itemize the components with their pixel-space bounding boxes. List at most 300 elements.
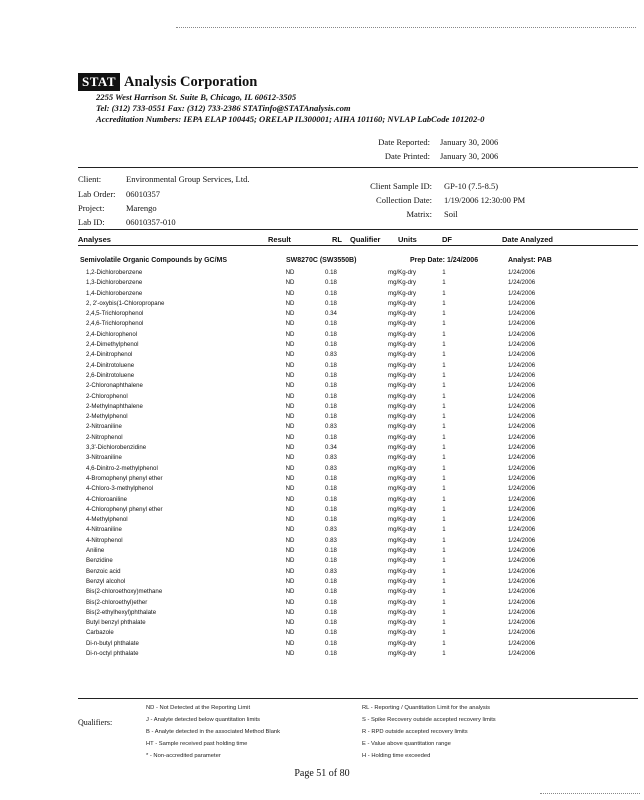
dilution-factor: 1	[442, 444, 446, 452]
result-value: ND	[285, 433, 295, 441]
units: mg/Kg-dry	[388, 598, 417, 606]
result-value: ND	[285, 279, 295, 287]
company-name: Analysis Corporation	[124, 73, 258, 90]
analyte-name: 4-Chlorophenyl phenyl ether	[86, 505, 163, 513]
units: mg/Kg-dry	[388, 310, 417, 318]
result-value: ND	[285, 289, 295, 297]
units: mg/Kg-dry	[388, 629, 417, 637]
dilution-factor: 1	[442, 423, 446, 431]
table-row	[0, 465, 644, 475]
dilution-factor: 1	[442, 577, 446, 585]
table-row	[0, 496, 644, 506]
units: mg/Kg-dry	[388, 474, 417, 482]
reporting-limit: 0.83	[325, 351, 337, 359]
result-value: ND	[285, 371, 295, 379]
col-header-units: Units	[398, 235, 417, 244]
date-analyzed: 1/24/2006	[508, 598, 536, 606]
reporting-limit: 0.83	[325, 526, 337, 534]
dilution-factor: 1	[442, 567, 446, 575]
units: mg/Kg-dry	[388, 351, 417, 359]
analyte-name: 2-Methylphenol	[86, 413, 128, 421]
table-row	[0, 557, 644, 567]
units: mg/Kg-dry	[388, 279, 417, 287]
col-header-analyses: Analyses	[78, 235, 111, 244]
analyte-name: 1,4-Dichlorobenzene	[86, 289, 143, 297]
table-row	[0, 475, 644, 485]
table-row	[0, 629, 644, 639]
analyte-name: 2,6-Dinitrotoluene	[86, 371, 135, 379]
result-value: ND	[285, 413, 295, 421]
analyte-name: 4,6-Dinitro-2-methylphenol	[86, 464, 158, 472]
letterhead	[78, 73, 257, 91]
table-row	[0, 547, 644, 557]
dilution-factor: 1	[442, 547, 446, 555]
dilution-factor: 1	[442, 505, 446, 513]
dilution-factor: 1	[442, 299, 446, 307]
dilution-factor: 1	[442, 639, 446, 647]
table-row	[0, 444, 644, 454]
reporting-limit: 0.18	[325, 269, 337, 276]
analyte-name: 3,3'-Dichlorobenzidine	[86, 444, 147, 452]
date-analyzed: 1/24/2006	[508, 269, 536, 276]
table-row	[0, 341, 644, 351]
result-value: ND	[285, 619, 295, 627]
result-value: ND	[285, 402, 295, 410]
analyte-name: Di-n-octyl phthalate	[86, 649, 139, 657]
date-analyzed: 1/24/2006	[508, 330, 536, 338]
units: mg/Kg-dry	[388, 371, 417, 379]
date-analyzed: 1/24/2006	[508, 310, 536, 318]
table-row	[0, 269, 644, 279]
table-row	[0, 300, 644, 310]
date-reported-label: Date Reported:	[378, 137, 430, 147]
table-row	[0, 588, 644, 598]
units: mg/Kg-dry	[388, 516, 417, 524]
units: mg/Kg-dry	[388, 433, 417, 441]
qualifier-note: RL - Reporting / Quantitation Limit for the analysis	[362, 705, 491, 711]
qualifier-note: ND - Not Detected at the Reporting Limit	[146, 705, 251, 711]
result-value: ND	[285, 299, 295, 307]
analyte-name: Carbazole	[86, 629, 114, 637]
date-analyzed: 1/24/2006	[508, 608, 536, 616]
qualifier-note: R - RPD outside accepted recovery limits	[362, 729, 468, 735]
reporting-limit: 0.18	[325, 577, 337, 585]
result-value: ND	[285, 505, 295, 513]
analyte-name: 3-Nitroaniline	[86, 454, 122, 462]
project-label: Project:	[78, 203, 105, 213]
date-analyzed: 1/24/2006	[508, 361, 536, 369]
reporting-limit: 0.18	[325, 516, 337, 524]
dilution-factor: 1	[442, 320, 446, 328]
result-value: ND	[285, 598, 295, 606]
units: mg/Kg-dry	[388, 567, 417, 575]
table-row	[0, 454, 644, 464]
analyte-name: Butyl benzyl phthalate	[86, 619, 146, 627]
result-value: ND	[285, 382, 295, 390]
stat-logo: STAT	[78, 73, 120, 91]
date-printed-label: Date Printed:	[384, 151, 430, 161]
dilution-factor: 1	[442, 269, 446, 276]
reporting-limit: 0.83	[325, 536, 337, 544]
table-row	[0, 310, 644, 320]
date-analyzed: 1/24/2006	[508, 567, 536, 575]
page-number: Page 51 of 80	[294, 768, 350, 779]
result-value: ND	[285, 330, 295, 338]
reporting-limit: 0.18	[325, 598, 337, 606]
reporting-limit: 0.83	[325, 464, 337, 472]
reporting-limit: 0.18	[325, 639, 337, 647]
table-row	[0, 423, 644, 433]
table-row	[0, 382, 644, 392]
result-value: ND	[285, 464, 295, 472]
date-analyzed: 1/24/2006	[508, 341, 536, 349]
units: mg/Kg-dry	[388, 361, 417, 369]
date-analyzed: 1/24/2006	[508, 629, 536, 637]
analyte-name: 2,4-Dinitrotoluene	[86, 361, 135, 369]
analyte-name: 2,4-Dichlorophenol	[86, 330, 138, 338]
units: mg/Kg-dry	[388, 557, 417, 565]
units: mg/Kg-dry	[388, 547, 417, 555]
table-row	[0, 320, 644, 330]
dilution-factor: 1	[442, 289, 446, 297]
units: mg/Kg-dry	[388, 444, 417, 452]
date-analyzed: 1/24/2006	[508, 619, 536, 627]
date-analyzed: 1/24/2006	[508, 289, 536, 297]
units: mg/Kg-dry	[388, 505, 417, 513]
table-row	[0, 640, 644, 650]
result-value: ND	[285, 629, 295, 637]
analyte-name: Bis(2-chloroethyl)ether	[86, 598, 148, 606]
date-analyzed: 1/24/2006	[508, 423, 536, 431]
client-sample-value: GP-10 (7.5-8.5)	[444, 181, 499, 191]
dilution-factor: 1	[442, 341, 446, 349]
date-analyzed: 1/24/2006	[508, 320, 536, 328]
reporting-limit: 0.18	[325, 330, 337, 338]
reporting-limit: 0.18	[325, 547, 337, 555]
dilution-factor: 1	[442, 608, 446, 616]
dilution-factor: 1	[442, 454, 446, 462]
date-analyzed: 1/24/2006	[508, 299, 536, 307]
reporting-limit: 0.18	[325, 619, 337, 627]
date-analyzed: 1/24/2006	[508, 588, 536, 596]
date-analyzed: 1/24/2006	[508, 577, 536, 585]
project-value: Marengo	[126, 203, 157, 213]
analyte-name: Benzoic acid	[86, 567, 121, 575]
client-label: Client:	[78, 174, 102, 184]
result-value: ND	[285, 567, 295, 575]
date-analyzed: 1/24/2006	[508, 516, 536, 524]
dilution-factor: 1	[442, 536, 446, 544]
reporting-limit: 0.18	[325, 289, 337, 297]
reporting-limit: 0.34	[325, 310, 337, 318]
dilution-factor: 1	[442, 649, 446, 657]
result-value: ND	[285, 639, 295, 647]
date-analyzed: 1/24/2006	[508, 639, 536, 647]
table-row	[0, 485, 644, 495]
table-row	[0, 393, 644, 403]
reporting-limit: 0.83	[325, 423, 337, 431]
table-row	[0, 351, 644, 361]
result-value: ND	[285, 577, 295, 585]
result-value: ND	[285, 526, 295, 534]
table-row	[0, 403, 644, 413]
table-row	[0, 290, 644, 300]
analyte-name: 4-Nitroaniline	[86, 526, 122, 534]
units: mg/Kg-dry	[388, 423, 417, 431]
units: mg/Kg-dry	[388, 608, 417, 616]
date-printed-value: January 30, 2006	[440, 151, 499, 161]
date-analyzed: 1/24/2006	[508, 413, 536, 421]
result-value: ND	[285, 608, 295, 616]
analyte-name: 2,4,5-Trichlorophenol	[86, 310, 144, 318]
dilution-factor: 1	[442, 588, 446, 596]
analyte-name: 4-Methylphenol	[86, 516, 128, 524]
date-analyzed: 1/24/2006	[508, 526, 536, 534]
table-row	[0, 434, 644, 444]
dilution-factor: 1	[442, 361, 446, 369]
company-contact: Tel: (312) 733-0551 Fax: (312) 733-2386 STATinfo@STATAnalysis.com	[96, 103, 351, 113]
date-analyzed: 1/24/2006	[508, 495, 536, 503]
col-header-rl: RL	[332, 235, 342, 244]
reporting-limit: 0.18	[325, 557, 337, 565]
dilution-factor: 1	[442, 629, 446, 637]
reporting-limit: 0.18	[325, 495, 337, 503]
dilution-factor: 1	[442, 371, 446, 379]
reporting-limit: 0.18	[325, 341, 337, 349]
units: mg/Kg-dry	[388, 413, 417, 421]
divider	[78, 167, 638, 168]
reporting-limit: 0.18	[325, 649, 337, 657]
date-analyzed: 1/24/2006	[508, 485, 536, 493]
dilution-factor: 1	[442, 619, 446, 627]
analyte-name: 2,4-Dimethylphenol	[86, 341, 139, 349]
qualifier-note: E - Value above quantitation range	[362, 741, 451, 747]
reporting-limit: 0.83	[325, 454, 337, 462]
analyte-name: Aniline	[86, 547, 105, 555]
dilution-factor: 1	[442, 279, 446, 287]
units: mg/Kg-dry	[388, 485, 417, 493]
divider	[78, 698, 638, 699]
dilution-factor: 1	[442, 310, 446, 318]
col-header-date: Date Analyzed	[502, 235, 553, 244]
reporting-limit: 0.18	[325, 485, 337, 493]
table-row	[0, 609, 644, 619]
date-analyzed: 1/24/2006	[508, 474, 536, 482]
table-row	[0, 599, 644, 609]
dilution-factor: 1	[442, 402, 446, 410]
units: mg/Kg-dry	[388, 269, 417, 276]
table-row	[0, 619, 644, 629]
table-row	[0, 526, 644, 536]
dilution-factor: 1	[442, 485, 446, 493]
reporting-limit: 0.18	[325, 629, 337, 637]
dilution-factor: 1	[442, 474, 446, 482]
reporting-limit: 0.18	[325, 505, 337, 513]
result-value: ND	[285, 351, 295, 359]
dilution-factor: 1	[442, 351, 446, 359]
units: mg/Kg-dry	[388, 289, 417, 297]
reporting-limit: 0.18	[325, 299, 337, 307]
client-value: Environmental Group Services, Ltd.	[126, 174, 250, 184]
units: mg/Kg-dry	[388, 577, 417, 585]
date-analyzed: 1/24/2006	[508, 547, 536, 555]
lab-order-value: 06010357	[126, 189, 160, 199]
table-row	[0, 372, 644, 382]
analyte-name: Bis(2-ethylhexyl)phthalate	[86, 608, 157, 616]
table-row	[0, 537, 644, 547]
collection-date-value: 1/19/2006 12:30:00 PM	[444, 195, 526, 205]
qualifier-note: B - Analyte detected in the associated Method Blank	[146, 729, 281, 735]
date-analyzed: 1/24/2006	[508, 454, 536, 462]
section-analyst: Analyst: PAB	[508, 257, 552, 264]
result-value: ND	[285, 361, 295, 369]
date-analyzed: 1/24/2006	[508, 464, 536, 472]
result-value: ND	[285, 320, 295, 328]
units: mg/Kg-dry	[388, 454, 417, 462]
dilution-factor: 1	[442, 526, 446, 534]
result-value: ND	[285, 310, 295, 318]
divider	[78, 245, 638, 246]
analyte-name: 4-Chloroaniline	[86, 495, 127, 503]
analyte-name: 4-Chloro-3-methylphenol	[86, 485, 154, 493]
units: mg/Kg-dry	[388, 382, 417, 390]
result-value: ND	[285, 423, 295, 431]
table-row	[0, 506, 644, 516]
date-analyzed: 1/24/2006	[508, 402, 536, 410]
dilution-factor: 1	[442, 413, 446, 421]
reporting-limit: 0.18	[325, 382, 337, 390]
analyte-name: 2-Methylnaphthalene	[86, 402, 143, 410]
units: mg/Kg-dry	[388, 649, 417, 657]
analyte-name: 2, 2'-oxybis(1-Chloropropane	[86, 299, 165, 307]
table-row	[0, 331, 644, 341]
date-analyzed: 1/24/2006	[508, 557, 536, 565]
analyte-name: 2-Nitrophenol	[86, 433, 123, 441]
result-value: ND	[285, 474, 295, 482]
reporting-limit: 0.18	[325, 392, 337, 400]
result-value: ND	[285, 588, 295, 596]
result-value: ND	[285, 485, 295, 493]
collection-date-label: Collection Date:	[376, 195, 432, 205]
units: mg/Kg-dry	[388, 330, 417, 338]
analyte-name: 2-Nitroaniline	[86, 423, 122, 431]
reporting-limit: 0.18	[325, 474, 337, 482]
accreditation-numbers: Accreditation Numbers: IEPA ELAP 100445; ORELAP IL300001; AIHA 101160; NVLAP LabCode 101202-0	[96, 114, 485, 124]
matrix-value: Soil	[444, 209, 458, 219]
company-address: 2255 West Harrison St. Suite B, Chicago, IL 60612-3505	[96, 92, 297, 102]
lab-id-label: Lab ID:	[78, 217, 105, 227]
table-row	[0, 413, 644, 423]
result-value: ND	[285, 649, 295, 657]
analyte-name: 2,4,6-Trichlorophenol	[86, 320, 144, 328]
date-analyzed: 1/24/2006	[508, 649, 536, 657]
section-prep-date: Prep Date: 1/24/2006	[410, 257, 479, 264]
section-method: SW8270C (SW3550B)	[286, 257, 357, 264]
table-row	[0, 516, 644, 526]
date-analyzed: 1/24/2006	[508, 433, 536, 441]
analyte-name: Bis(2-chloroethoxy)methane	[86, 588, 163, 596]
result-value: ND	[285, 557, 295, 565]
result-value: ND	[285, 454, 295, 462]
dilution-factor: 1	[442, 495, 446, 503]
analyte-name: 2-Chlorophenol	[86, 392, 128, 400]
lab-id-value: 06010357-010	[126, 217, 176, 227]
units: mg/Kg-dry	[388, 536, 417, 544]
dilution-factor: 1	[442, 392, 446, 400]
units: mg/Kg-dry	[388, 341, 417, 349]
result-value: ND	[285, 516, 295, 524]
reporting-limit: 0.18	[325, 320, 337, 328]
col-header-df: DF	[442, 235, 452, 244]
units: mg/Kg-dry	[388, 526, 417, 534]
date-analyzed: 1/24/2006	[508, 371, 536, 379]
scan-artifact-line	[176, 27, 636, 28]
qualifier-note: HT - Sample received past holding time	[146, 741, 248, 747]
units: mg/Kg-dry	[388, 588, 417, 596]
section-title: Semivolatile Organic Compounds by GC/MS	[80, 257, 228, 264]
scan-artifact-line	[540, 793, 640, 794]
qualifier-note: S - Spike Recovery outside accepted recovery limits	[362, 717, 496, 723]
units: mg/Kg-dry	[388, 299, 417, 307]
date-analyzed: 1/24/2006	[508, 536, 536, 544]
col-header-qualifier: Qualifier	[350, 235, 381, 244]
units: mg/Kg-dry	[388, 464, 417, 472]
analyte-name: 2-Chloronaphthalene	[86, 382, 143, 390]
matrix-label: Matrix:	[406, 209, 432, 219]
table-row	[0, 362, 644, 372]
analyte-name: 1,2-Dichlorobenzene	[86, 269, 143, 276]
date-reported-value: January 30, 2006	[440, 137, 499, 147]
client-sample-label: Client Sample ID:	[370, 181, 432, 191]
qualifier-note: H - Holding time exceeded	[362, 753, 431, 759]
table-row	[0, 578, 644, 588]
analyte-name: Di-n-butyl phthalate	[86, 639, 139, 647]
analyte-name: Benzidine	[86, 557, 113, 565]
result-value: ND	[285, 547, 295, 555]
reporting-limit: 0.18	[325, 371, 337, 379]
dilution-factor: 1	[442, 382, 446, 390]
result-value: ND	[285, 392, 295, 400]
dilution-factor: 1	[442, 464, 446, 472]
analyte-name: 2,4-Dinitrophenol	[86, 351, 133, 359]
result-value: ND	[285, 444, 295, 452]
qualifier-note: * - Non-accredited parameter	[146, 753, 221, 759]
result-value: ND	[285, 536, 295, 544]
reporting-limit: 0.83	[325, 567, 337, 575]
units: mg/Kg-dry	[388, 619, 417, 627]
units: mg/Kg-dry	[388, 495, 417, 503]
date-analyzed: 1/24/2006	[508, 351, 536, 359]
dilution-factor: 1	[442, 516, 446, 524]
reporting-limit: 0.18	[325, 361, 337, 369]
col-header-result: Result	[268, 235, 291, 244]
lab-order-label: Lab Order:	[78, 189, 116, 199]
analyte-name: 4-Nitrophenol	[86, 536, 123, 544]
reporting-limit: 0.18	[325, 279, 337, 287]
analyte-name: Benzyl alcohol	[86, 577, 126, 585]
analyte-name: 1,3-Dichlorobenzene	[86, 279, 143, 287]
qualifiers-label: Qualifiers:	[78, 718, 113, 727]
results-table	[0, 269, 644, 660]
date-analyzed: 1/24/2006	[508, 505, 536, 513]
dilution-factor: 1	[442, 598, 446, 606]
reporting-limit: 0.18	[325, 608, 337, 616]
qualifier-note: J - Analyte detected below quantitation limits	[146, 717, 261, 723]
reporting-limit: 0.18	[325, 588, 337, 596]
table-row	[0, 650, 644, 660]
units: mg/Kg-dry	[388, 402, 417, 410]
dilution-factor: 1	[442, 433, 446, 441]
